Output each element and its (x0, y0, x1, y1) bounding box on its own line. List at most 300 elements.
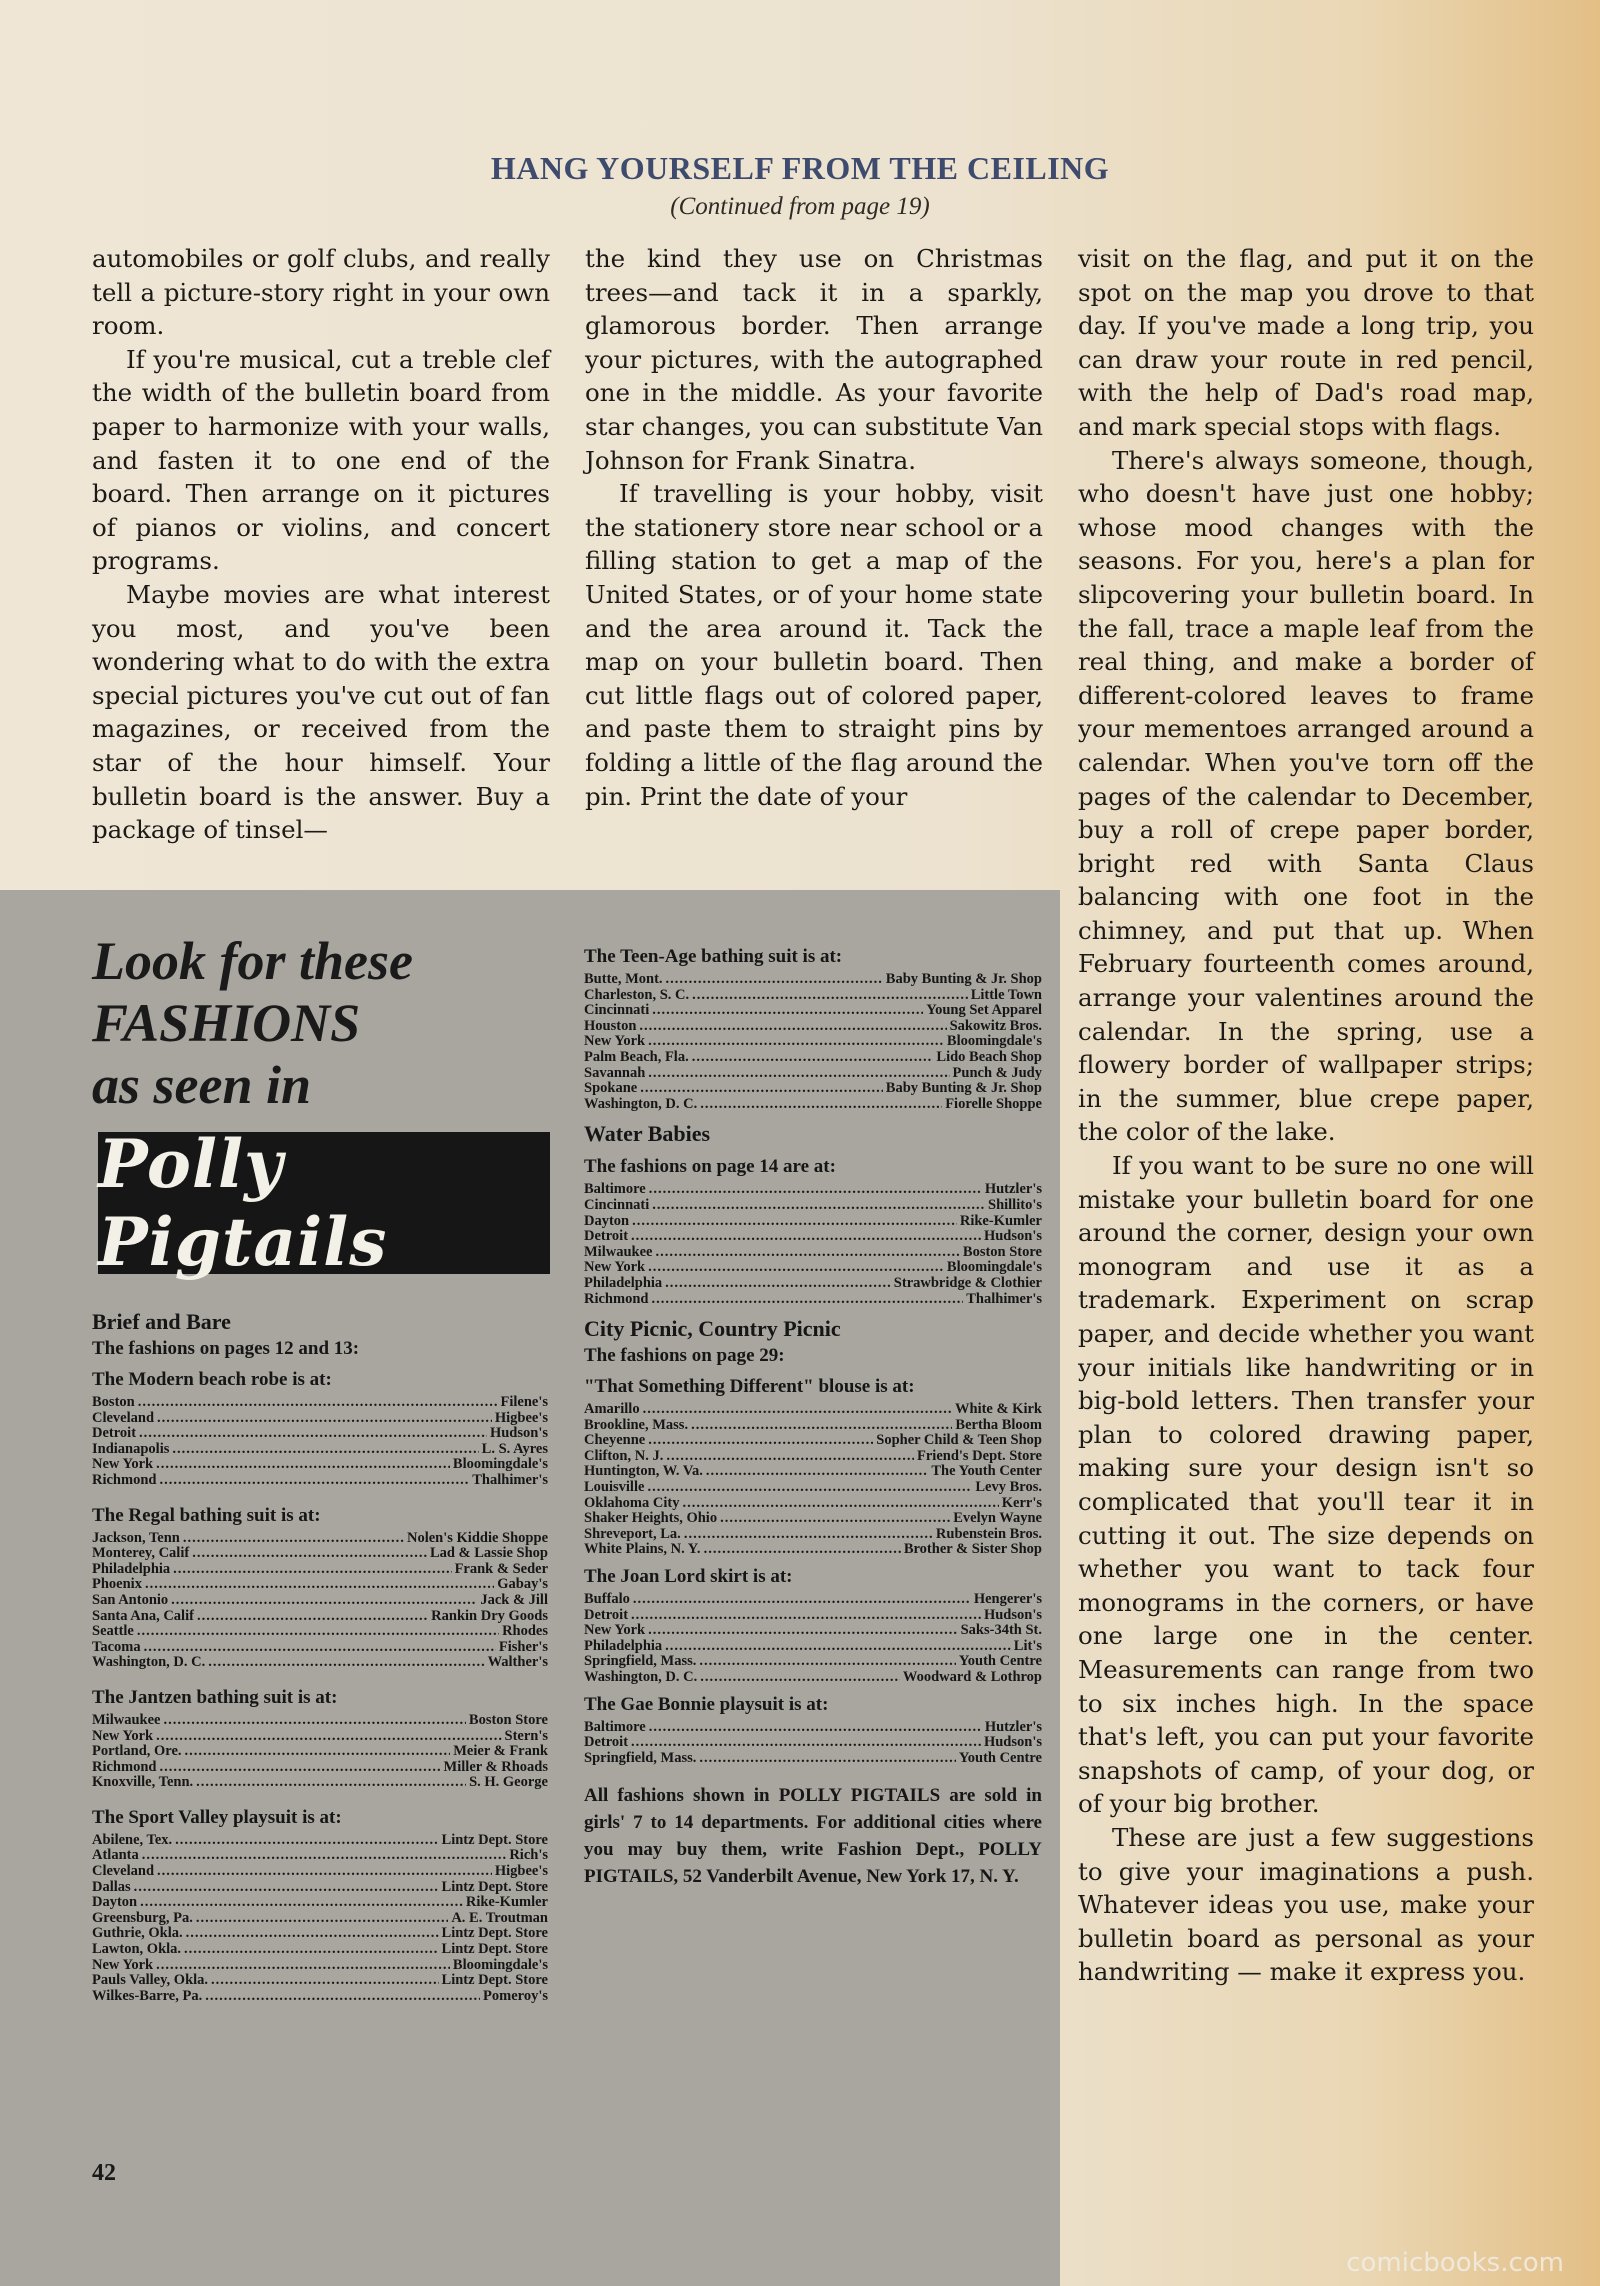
store-row (584, 1081, 1042, 1097)
paragraph: Maybe movies are what interest you most, and you've been wondering what to do with the extra special pictures you've cut out of fan magazines, or received from the star of the hour himself. Your bulletin board is the answer. Buy a package of tinsel— (92, 579, 550, 845)
store-name: Fiorelle Shoppe (945, 1095, 1042, 1112)
section-lead: The fashions on page 29: (584, 1345, 785, 1367)
store-row (92, 1395, 548, 1411)
store-name: Boston Store (962, 1243, 1042, 1260)
store-row (584, 988, 1042, 1004)
store-name: Bloomingdale's (946, 1033, 1042, 1050)
city: Boston (92, 1394, 135, 1410)
leader-dots (156, 1457, 450, 1473)
store-row (92, 1426, 548, 1442)
city: Lawton, Okla. (92, 1941, 182, 1958)
store-row (92, 1760, 548, 1776)
store-name: Punch & Judy (952, 1064, 1042, 1081)
store-name: Lintz Dept. Store (441, 1878, 548, 1895)
city: San Antonio (92, 1591, 169, 1608)
section-lead: The fashions on pages 12 and 13: (92, 1338, 360, 1359)
city: New York (584, 1622, 646, 1639)
store-name: Bloomingdale's (946, 1259, 1042, 1276)
store-name: L. S. Ayres (481, 1440, 548, 1457)
store-name: Hudson's (983, 1228, 1042, 1245)
store-row (92, 1624, 548, 1640)
store-row (92, 1655, 548, 1671)
store-row (92, 1989, 548, 2005)
store-row (584, 1720, 1042, 1736)
city: Detroit (584, 1734, 629, 1751)
store-name: Hudson's (489, 1425, 548, 1442)
store-row (584, 1654, 1042, 1670)
city: Pauls Valley, Okla. (92, 1972, 209, 1989)
store-row (92, 1577, 548, 1593)
ad-right-column (584, 938, 1042, 1890)
city: Springfield, Mass. (584, 1749, 697, 1766)
leader-dots (692, 1050, 934, 1066)
store-group (584, 1564, 1042, 1686)
city: Knoxville, Tenn. (92, 1774, 194, 1791)
section-heading: Water Babies (584, 1121, 711, 1147)
store-name: Shillito's (988, 1196, 1042, 1213)
store-row (92, 1744, 548, 1760)
store-row (92, 1895, 548, 1911)
store-row (584, 1623, 1042, 1639)
store-name: Gabay's (497, 1576, 548, 1593)
leader-dots (208, 1655, 484, 1671)
section-heading: City Picnic, Country Picnic (584, 1316, 841, 1342)
store-row (92, 1411, 548, 1427)
city: Monterey, Calif (92, 1545, 190, 1562)
store-name: Rike-Kumler (959, 1212, 1042, 1229)
leader-dots (699, 1751, 956, 1767)
store-row (584, 1402, 1042, 1418)
store-name: Hudson's (983, 1606, 1042, 1623)
city: New York (584, 1033, 646, 1050)
city: Cheyenne (584, 1432, 646, 1449)
store-name: Frank & Seder (454, 1560, 548, 1577)
leader-dots (648, 1623, 958, 1639)
city: Buffalo (584, 1591, 630, 1608)
paragraph: visit on the flag, and put it on the spot on the map you drove to that day. If you've made a long trip, you can draw your route in red pencil, with the help of Dad's road map, and mark special stops with flags. (1078, 244, 1534, 441)
store-name: Youth Centre (958, 1653, 1042, 1670)
store-row (92, 1546, 548, 1562)
store-name: Baby Bunting & Jr. Shop (885, 1080, 1042, 1097)
store-name: Young Set Apparel (926, 1002, 1042, 1019)
ad-footnote: All fashions shown in POLLY PIGTAILS are sold in girls' 7 to 14 departments. For additional cities where you may buy them, write Fashion Dept., POLLY PIGTAILS, 52 Vanderbilt Avenue, New York 17, N. Y. (584, 1785, 1042, 1888)
store-name: Pomeroy's (483, 1987, 548, 2004)
store-name: Sakowitz Bros. (949, 1017, 1042, 1034)
city: Washington, D. C. (92, 1654, 206, 1671)
store-row (584, 1229, 1042, 1245)
store-name: The Youth Center (931, 1463, 1042, 1480)
store-name: Saks-34th St. (960, 1622, 1042, 1639)
leader-dots (691, 1418, 952, 1434)
store-row (584, 1182, 1042, 1198)
leader-dots (700, 1670, 900, 1686)
city: New York (92, 1727, 154, 1744)
group-title: The Jantzen bathing suit is at: (92, 1686, 338, 1708)
store-row (584, 1034, 1042, 1050)
store-group (584, 1692, 1042, 1767)
group-title: The Sport Valley playsuit is at: (92, 1806, 342, 1828)
store-name: Lintz Dept. Store (441, 1831, 548, 1848)
store-row (92, 1864, 548, 1880)
article-title: HANG YOURSELF FROM THE CEILING (490, 150, 1110, 186)
leader-dots (639, 1019, 946, 1035)
store-row (92, 1729, 548, 1745)
leader-dots (138, 1395, 498, 1411)
city: Portland, Ore. (92, 1743, 182, 1760)
city: Brookline, Mass. (584, 1416, 689, 1433)
store-row (584, 1276, 1042, 1292)
store-row (584, 1198, 1042, 1214)
leader-dots (631, 1735, 981, 1751)
store-name: Brother & Sister Shop (903, 1541, 1042, 1558)
group-title: The Teen-Age bathing suit is at: (584, 946, 843, 967)
store-group (92, 1805, 548, 2005)
city: Richmond (584, 1290, 649, 1307)
leader-dots (205, 1989, 480, 2005)
leader-dots (665, 1276, 891, 1292)
city: Cleveland (92, 1409, 155, 1426)
store-list (584, 1402, 1042, 1558)
city: Philadelphia (92, 1560, 171, 1577)
store-row (584, 972, 1042, 988)
store-row (584, 1527, 1042, 1543)
city: Cleveland (92, 1863, 155, 1880)
group-title: The fashions on page 14 are at: (584, 1156, 836, 1178)
city: Tacoma (92, 1638, 141, 1655)
store-row (584, 1019, 1042, 1035)
leader-dots (196, 1775, 466, 1791)
leader-dots (699, 1654, 956, 1670)
store-row (92, 1775, 548, 1791)
city: Oklahoma City (584, 1494, 680, 1511)
leader-dots (632, 1214, 957, 1230)
city: Philadelphia (584, 1274, 663, 1291)
store-row (584, 1433, 1042, 1449)
city: Dallas (92, 1878, 131, 1895)
fashion-advertisement (0, 890, 1060, 2286)
city: New York (584, 1259, 646, 1276)
store-name: Rike-Kumler (465, 1894, 548, 1911)
store-name: Lido Beach Shop (936, 1048, 1042, 1065)
leader-dots (692, 988, 968, 1004)
store-row (584, 1751, 1042, 1767)
city: Baltimore (584, 1718, 646, 1735)
leader-dots (156, 1729, 501, 1745)
city: New York (92, 1456, 154, 1473)
city: Abilene, Tex. (92, 1831, 173, 1848)
city: Huntington, W. Va. (584, 1463, 703, 1480)
store-row (584, 1639, 1042, 1655)
store-name: Filene's (500, 1394, 548, 1410)
city: Richmond (92, 1758, 157, 1775)
city: Washington, D. C. (584, 1095, 698, 1112)
store-name: Higbee's (494, 1409, 548, 1426)
store-row (584, 1496, 1042, 1512)
city: Santa Ana, Calif (92, 1607, 194, 1624)
paragraph: automobiles or golf clubs, and really tell a picture-story right in your own room. (92, 244, 550, 341)
ad-headline-line: as seen in (92, 1055, 312, 1115)
leader-dots (648, 1433, 873, 1449)
store-row (92, 1880, 548, 1896)
store-row (92, 1531, 548, 1547)
leader-dots (706, 1464, 928, 1480)
city: Louisville (584, 1479, 645, 1496)
store-row (584, 1735, 1042, 1751)
store-group (92, 1503, 548, 1671)
store-name: S. H. George (469, 1774, 548, 1791)
polly-pigtails-logo: Polly Pigtails (98, 1132, 550, 1274)
store-row (584, 1245, 1042, 1261)
store-name: Lintz Dept. Store (441, 1925, 548, 1942)
store-row (584, 1050, 1042, 1066)
store-name: Jack & Jill (480, 1591, 548, 1608)
city: New York (92, 1956, 154, 1973)
store-name: Kerr's (1001, 1494, 1042, 1511)
group-title: The Joan Lord skirt is at: (584, 1566, 793, 1588)
store-row (584, 1066, 1042, 1082)
store-name: Little Town (970, 986, 1042, 1003)
store-row (92, 1958, 548, 1974)
store-name: Youth Centre (958, 1749, 1042, 1766)
leader-dots (137, 1624, 499, 1640)
leader-dots (649, 1182, 982, 1198)
store-name: Sopher Child & Teen Shop (876, 1432, 1042, 1449)
store-row (584, 1592, 1042, 1608)
paragraph: the kind they use on Christmas trees—and tack it in a sparkly, glamorous border. Then arrange your pictures, with the autographed one in the middle. As your favorite star changes, you can substitute Van Johnson for Frank Sinatra. (585, 244, 1043, 475)
city: Atlanta (92, 1847, 139, 1864)
store-name: Lad & Lassie Shop (429, 1545, 548, 1562)
city: White Plains, N. Y. (584, 1541, 701, 1558)
leader-dots (173, 1562, 451, 1578)
store-row (92, 1942, 548, 1958)
city: Detroit (584, 1228, 629, 1245)
city: Jackson, Tenn (92, 1529, 180, 1546)
leader-dots (183, 1531, 404, 1547)
store-name: Hudson's (983, 1734, 1042, 1751)
leader-dots (144, 1640, 496, 1656)
store-name: Bertha Bloom (955, 1416, 1042, 1433)
paragraph: There's always someone, though, who doesn't have just one hobby; whose mood changes with the seasons. For you, here's a plan for slipcovering your bulletin board. In the fall, trace a maple leaf from the real thing, and make a border of different-colored leaves to frame your mementoes arranged around a calendar. When you've torn off the pages of the calendar to December, buy a roll of crepe paper border, bright red with Santa Claus balancing with one foot in the chimney, and put that up. When February fourteenth comes around, arrange your valentines around the calendar. In the spring, use a flowery border of wallpaper strips; in the summer, blue crepe paper, the color of the lake. (1078, 445, 1534, 1147)
leader-dots (665, 1639, 1011, 1655)
store-row (584, 1511, 1042, 1527)
leader-dots (666, 1449, 914, 1465)
leader-dots (652, 1003, 923, 1019)
city: Milwaukee (92, 1711, 161, 1728)
leader-dots (643, 1402, 952, 1418)
city: Guthrie, Okla. (92, 1925, 183, 1942)
leader-dots (142, 1848, 507, 1864)
leader-dots (134, 1880, 439, 1896)
store-name: Thalhimer's (472, 1471, 548, 1488)
leader-dots (184, 1942, 438, 1958)
store-row (92, 1593, 548, 1609)
store-row (584, 1449, 1042, 1465)
store-name: Hengerer's (973, 1591, 1042, 1608)
store-row (92, 1562, 548, 1578)
store-group (584, 944, 1042, 1112)
city: Spokane (584, 1080, 638, 1097)
store-row (92, 1911, 548, 1927)
leader-dots (211, 1973, 438, 1989)
store-row (92, 1609, 548, 1625)
leader-dots (682, 1496, 998, 1512)
page-number: 42 (92, 2160, 116, 2186)
store-name: Hutzler's (984, 1718, 1042, 1735)
leader-dots (145, 1577, 494, 1593)
group-title: The Gae Bonnie playsuit is at: (584, 1693, 829, 1715)
city: Charleston, S. C. (584, 986, 690, 1003)
leader-dots (647, 1480, 972, 1496)
store-name: Stern's (504, 1727, 548, 1744)
city: Savannah (584, 1064, 646, 1081)
leader-dots (700, 1097, 942, 1113)
ad-left-column (92, 1308, 548, 2004)
store-name: Hutzler's (984, 1181, 1042, 1198)
article-column-1 (92, 242, 550, 847)
city: Richmond (92, 1471, 157, 1488)
group-title: "That Something Different" blouse is at: (584, 1376, 915, 1398)
store-name: Strawbridge & Clothier (893, 1274, 1042, 1291)
store-row (584, 1214, 1042, 1230)
leader-dots (196, 1911, 448, 1927)
store-row (584, 1003, 1042, 1019)
store-row (584, 1464, 1042, 1480)
store-row (92, 1457, 548, 1473)
store-row (92, 1713, 548, 1729)
store-name: Nolen's Kiddie Shoppe (406, 1529, 548, 1546)
city: Greensburg, Pa. (92, 1909, 193, 1926)
store-group (92, 1367, 548, 1489)
store-name: Rubenstein Bros. (935, 1525, 1042, 1542)
store-name: Woodward & Lothrop (902, 1669, 1042, 1685)
store-name: Boston Store (468, 1711, 548, 1728)
leader-dots (684, 1527, 933, 1543)
watermark: comicbooks.com (1346, 2248, 1564, 2278)
store-group (92, 1685, 548, 1791)
leader-dots (666, 972, 883, 988)
leader-dots (631, 1229, 981, 1245)
city: Seattle (92, 1623, 134, 1640)
store-row (92, 1442, 548, 1458)
store-row (584, 1418, 1042, 1434)
store-name: Meier & Frank (453, 1743, 548, 1760)
store-row (92, 1973, 548, 1989)
store-row (92, 1473, 548, 1489)
city: Milwaukee (584, 1243, 653, 1260)
city: Cincinnati (584, 1002, 650, 1019)
store-name: Higbee's (494, 1863, 548, 1880)
leader-dots (633, 1592, 971, 1608)
leader-dots (704, 1542, 901, 1558)
city: Palm Beach, Fla. (584, 1048, 689, 1065)
leader-dots (648, 1034, 944, 1050)
store-row (584, 1097, 1042, 1113)
store-name: Miller & Rhoads (443, 1758, 548, 1775)
store-name: Rhodes (502, 1623, 548, 1640)
city: Dayton (92, 1894, 138, 1911)
leader-dots (640, 1081, 883, 1097)
store-name: Fisher's (498, 1638, 548, 1655)
city: Phoenix (92, 1576, 142, 1593)
store-row (92, 1848, 548, 1864)
city: Baltimore (584, 1181, 646, 1198)
leader-dots (139, 1426, 487, 1442)
city: Amarillo (584, 1401, 640, 1418)
paragraph: If travelling is your hobby, visit the stationery store near school or a filling station to get a map of the United States, or of your home state and the area around it. Tack the map on your bulletin board. Then cut little flags out of colored paper, and paste them to straight pins by folding a little of the flag around the pin. Print the date of your (585, 479, 1043, 811)
store-name: Baby Bunting & Jr. Shop (885, 971, 1042, 987)
leader-dots (649, 1720, 982, 1736)
group-title: The Modern beach robe is at: (92, 1369, 332, 1390)
leader-dots (186, 1926, 439, 1942)
leader-dots (655, 1245, 959, 1261)
article-continued-note: (Continued from page 19) (670, 193, 930, 220)
paragraph: These are just a few suggestions to give your imaginations a push. Whatever ideas you use, make your bulletin board as personal as your handwriting — make it express you. (1078, 1822, 1534, 1987)
leader-dots (648, 1066, 949, 1082)
city: Philadelphia (584, 1637, 663, 1654)
city: Wilkes-Barre, Pa. (92, 1987, 203, 2004)
paragraph: If you want to be sure no one will mistake your bulletin board for one around the corner, design your own monogram and use it as a trademark. Experiment on scrap paper, and decide whether you want your initials like handwriting or in big-bold letters. Then transfer your plan to colored drawing paper, making sure your design isn't so complicated that you'll tear it in cutting it out. The size depends on whether you want to tack four monograms in the corners, or have one large one in the center. Measurements can range from two to six inches high. In the space that's left, you can put your favorite snapshots of camp, of your dog, or of your big brother. (1078, 1151, 1534, 1819)
leader-dots (140, 1895, 463, 1911)
section-heading: Brief and Bare (92, 1309, 231, 1334)
store-name: Rankin Dry Goods (431, 1607, 548, 1624)
store-group (584, 1154, 1042, 1307)
city: Shreveport, La. (584, 1525, 681, 1542)
leader-dots (172, 1442, 478, 1458)
store-name: Lintz Dept. Store (441, 1972, 548, 1989)
leader-dots (159, 1760, 440, 1776)
leader-dots (197, 1609, 428, 1625)
store-row (92, 1926, 548, 1942)
leader-dots (185, 1744, 451, 1760)
leader-dots (651, 1292, 963, 1308)
store-row (584, 1670, 1042, 1686)
city: Dayton (584, 1212, 630, 1229)
store-row (584, 1260, 1042, 1276)
store-row (92, 1640, 548, 1656)
leader-dots (631, 1608, 981, 1624)
store-name: A. E. Troutman (451, 1909, 548, 1926)
store-groups (92, 1367, 548, 2004)
store-row (584, 1480, 1042, 1496)
store-name: White & Kirk (955, 1401, 1042, 1418)
group-title: The Regal bathing suit is at: (92, 1504, 321, 1526)
city: Cincinnati (584, 1196, 650, 1213)
leader-dots (192, 1546, 427, 1562)
store-name: Levy Bros. (975, 1479, 1042, 1496)
leader-dots (163, 1713, 465, 1729)
store-row (584, 1542, 1042, 1558)
ad-headline-line: FASHIONS (92, 993, 361, 1053)
ad-headline (92, 930, 413, 1116)
store-row (92, 1833, 548, 1849)
store-row (584, 1608, 1042, 1624)
leader-dots (652, 1198, 985, 1214)
ad-headline-line: Look for these (92, 931, 413, 991)
city: Washington, D. C. (584, 1669, 698, 1685)
store-name: Rich's (509, 1847, 548, 1864)
store-name: Evelyn Wayne (953, 1510, 1042, 1527)
store-name: Walther's (487, 1654, 548, 1671)
store-name: Lit's (1013, 1637, 1042, 1654)
leader-dots (175, 1833, 438, 1849)
city: Springfield, Mass. (584, 1653, 697, 1670)
store-name: Bloomingdale's (452, 1956, 548, 1973)
leader-dots (157, 1411, 492, 1427)
city: Detroit (584, 1606, 629, 1623)
leader-dots (159, 1473, 469, 1489)
paragraph: If you're musical, cut a treble clef the width of the bulletin board from paper to harmonize with your walls, and fasten it to one end of the board. Then arrange on it pictures of pianos or violins, and concert programs. (92, 344, 550, 576)
store-name: Bloomingdale's (452, 1456, 548, 1473)
